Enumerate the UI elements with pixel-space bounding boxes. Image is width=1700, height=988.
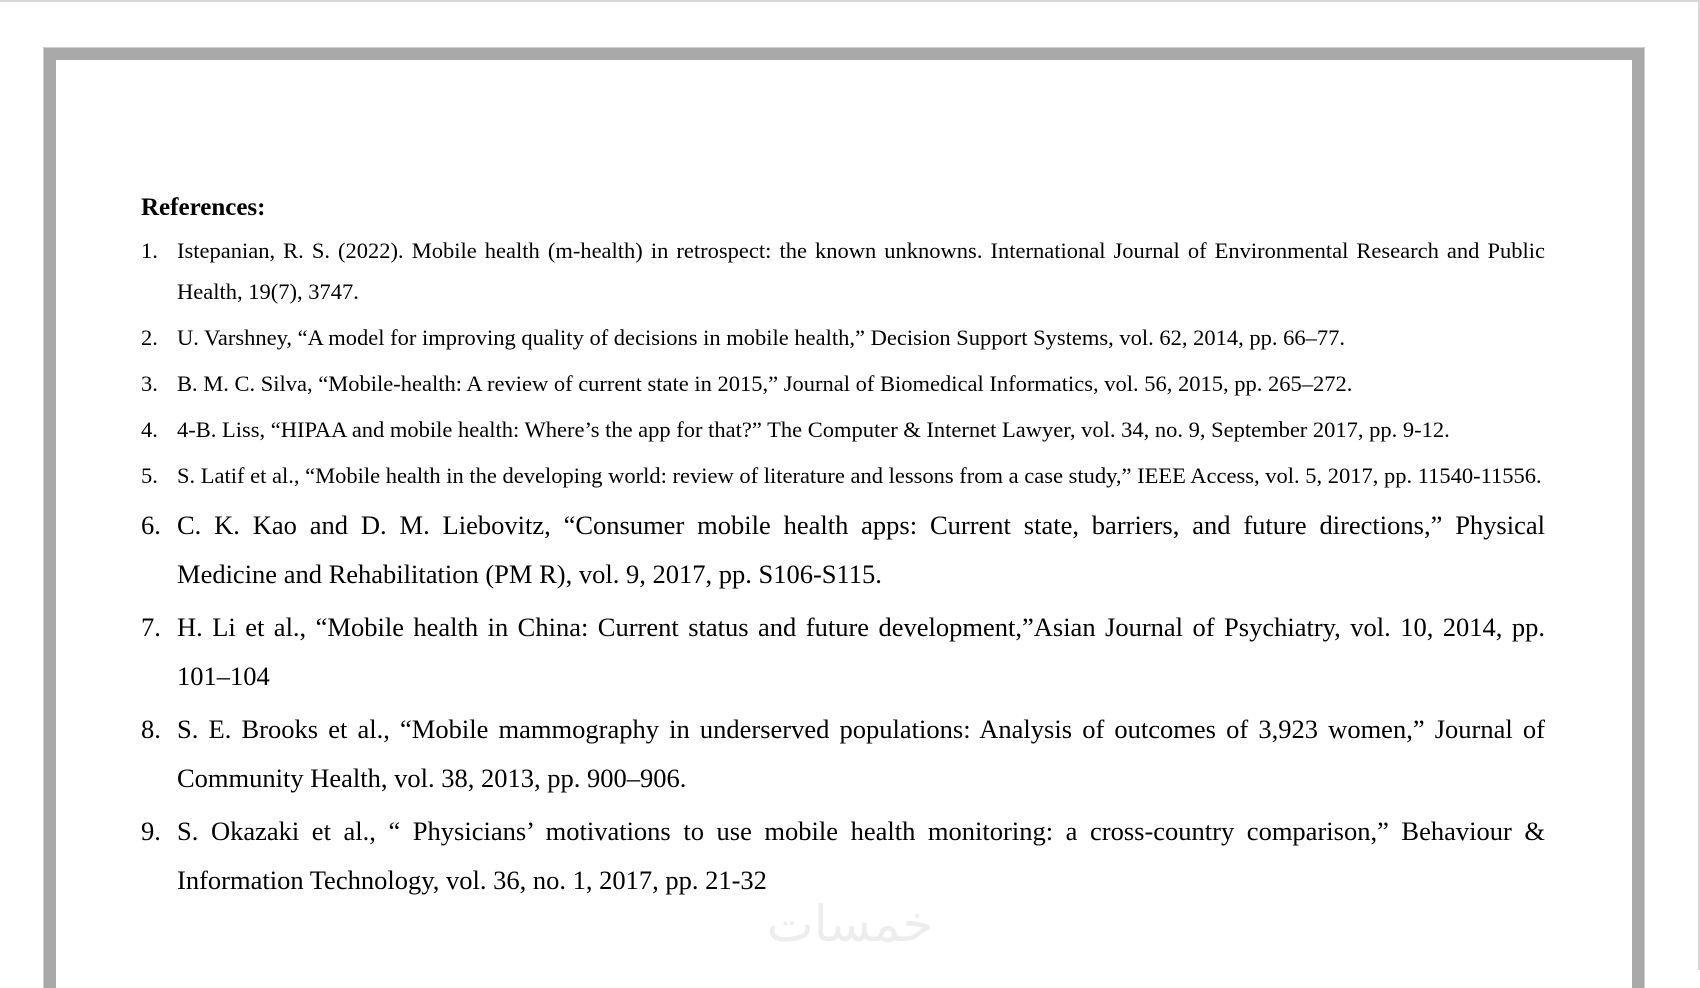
viewer-top-border (0, 0, 1700, 4)
viewer-right-border (1696, 0, 1700, 970)
reference-text: C. K. Kao and D. M. Liebovitz, “Consumer mobile health apps: Current state, barriers, and future directions,” Physical Medicine and Rehabilitation (PM R), vol. 9, 2017, pp. S106-S115. (177, 510, 1545, 589)
reference-number: 8. (141, 714, 161, 744)
reference-number: 7. (141, 612, 161, 642)
document-page-frame (44, 48, 1644, 988)
reference-text: B. M. C. Silva, “Mobile-health: A review of current state in 2015,” Journal of Biomedical Informatics, vol. 56, 2015, pp. 265–272. (177, 371, 1353, 396)
reference-number: 1. (141, 238, 158, 263)
reference-text: Istepanian, R. S. (2022). Mobile health (m-health) in retrospect: the known unknowns. International Journal of Environmental Research and Public Health, 19(7), 3747. (177, 238, 1545, 304)
reference-number: 4. (141, 417, 158, 442)
reference-number: 2. (141, 325, 158, 350)
watermark: خمسات (766, 895, 934, 953)
reference-item-1 (141, 230, 1545, 312)
reference-item-6 (141, 501, 1545, 599)
reference-text: U. Varshney, “A model for improving quality of decisions in mobile health,” Decision Support Systems, vol. 62, 2014, pp. 66–77. (177, 325, 1346, 350)
reference-item-8 (141, 705, 1545, 803)
reference-item-2 (141, 317, 1545, 358)
reference-item-5 (141, 455, 1545, 496)
reference-text: S. Okazaki et al., “ Physicians’ motivations to use mobile health monitoring: a cross-country comparison,” Behaviour & Information Technology, vol. 36, no. 1, 2017, pp. 21-32 (177, 816, 1545, 895)
reference-text: S. Latif et al., “Mobile health in the developing world: review of literature and lessons from a case study,” IEEE Access, vol. 5, 2017, pp. 11540-11556. (177, 463, 1542, 488)
references-heading: References: (141, 194, 266, 221)
reference-item-3 (141, 363, 1545, 404)
reference-number: 9. (141, 816, 161, 846)
reference-item-4 (141, 409, 1545, 450)
references-section (141, 192, 1545, 909)
document-page (56, 60, 1632, 988)
reference-number: 5. (141, 463, 158, 488)
reference-item-7 (141, 603, 1545, 701)
reference-list (141, 230, 1545, 905)
reference-text: H. Li et al., “Mobile health in China: Current status and future development,”Asian Journal of Psychiatry, vol. 10, 2014, pp. 101–104 (177, 612, 1545, 691)
reference-number: 6. (141, 510, 161, 540)
reference-text: 4-B. Liss, “HIPAA and mobile health: Where’s the app for that?” The Computer & Internet Lawyer, vol. 34, no. 9, September 2017, pp. 9-12. (177, 417, 1450, 442)
reference-item-9 (141, 807, 1545, 905)
reference-number: 3. (141, 371, 158, 396)
reference-text: S. E. Brooks et al., “Mobile mammography in underserved populations: Analysis of outcomes of 3,923 women,” Journal of Community Health, vol. 38, 2013, pp. 900–906. (177, 714, 1545, 793)
